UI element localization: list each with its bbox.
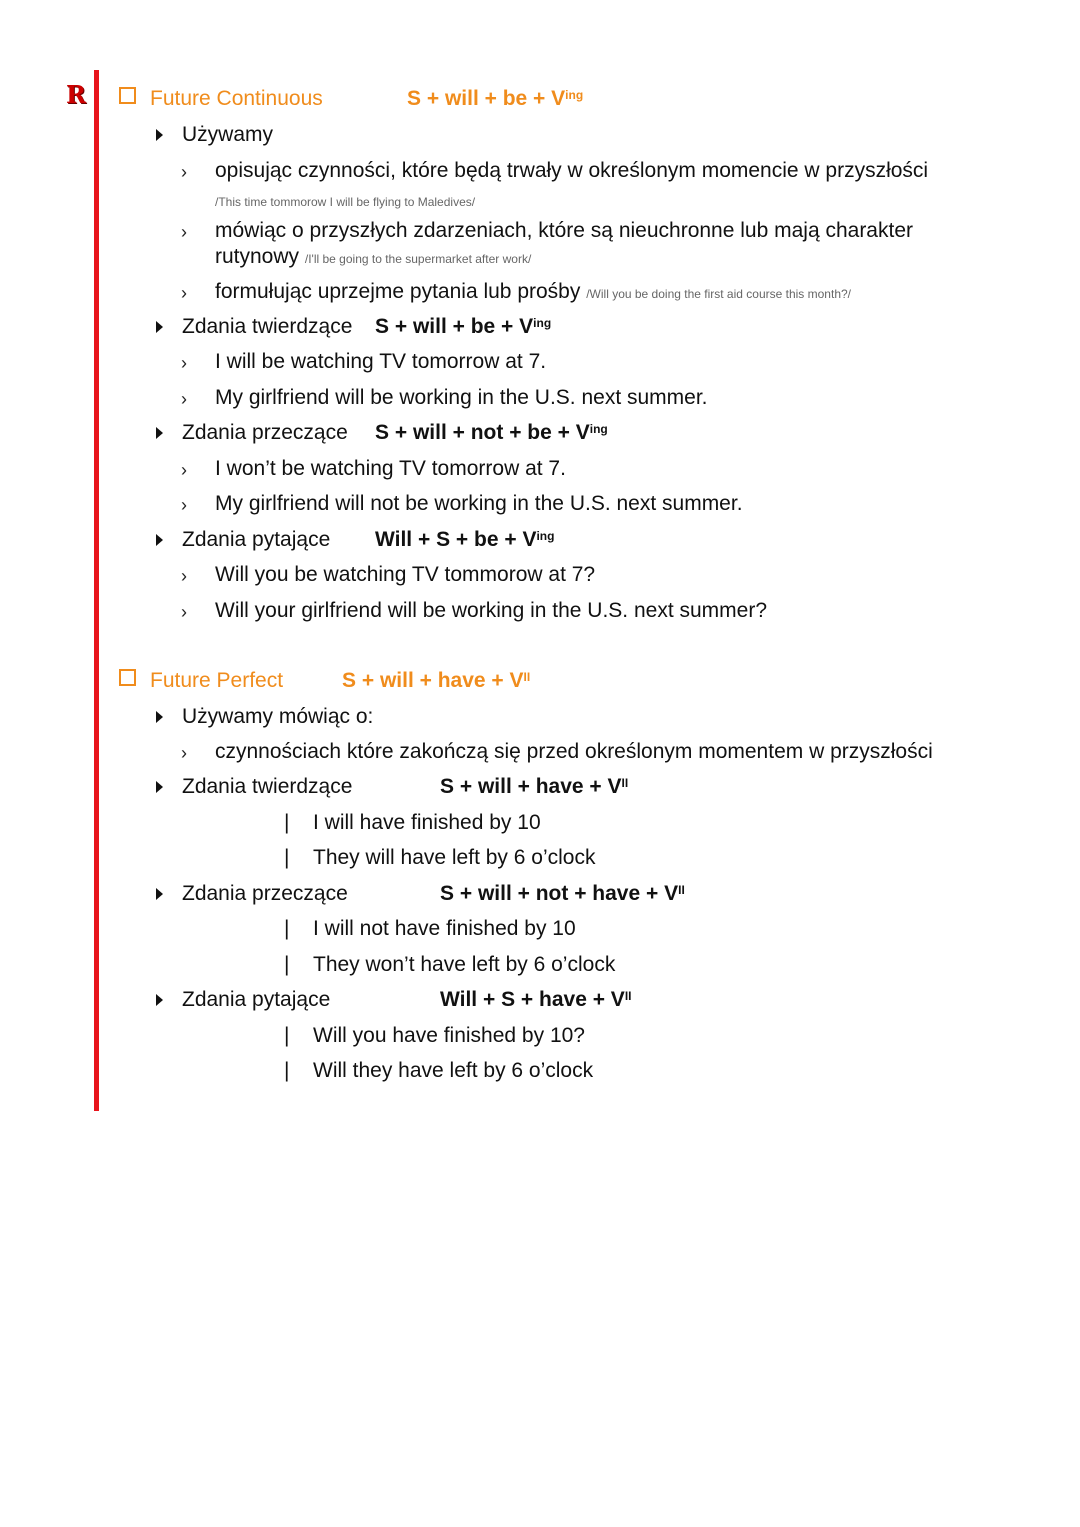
negative-label: Zdania przeczące <box>182 421 348 444</box>
example: I won’t be watching TV tomorrow at 7. <box>215 457 566 480</box>
use-example: /This time tommorow I will be flying to Maledives/ <box>215 195 476 209</box>
example: They won’t have left by 6 o’clock <box>313 953 616 976</box>
use-item: czynnościach które zakończą się przed określonym momentem w przyszłości <box>215 740 933 763</box>
uses-label: Używamy <box>182 123 274 146</box>
example: Will your girlfriend will be working in the U.S. next summer? <box>215 599 768 622</box>
affirmative-formula: S + will + have + $V^{II}$ <box>440 775 629 798</box>
chevron-bullet-icon: › <box>181 495 187 515</box>
example: My girlfriend will be working in the U.S. next summer. <box>215 386 708 409</box>
revision-mark: R <box>66 80 86 109</box>
affirmative-label: Zdania twierdzące <box>182 775 353 798</box>
question-label: Zdania pytające <box>182 528 331 551</box>
question-formula: Will + S + have + $V^{II}$ <box>440 988 632 1011</box>
triangle-bullet-icon <box>156 781 163 793</box>
bar-bullet-icon: | <box>284 1059 290 1082</box>
section-title-future-continuous: Future Continuous <box>119 87 323 111</box>
triangle-bullet-icon <box>156 321 163 333</box>
chevron-bullet-icon: › <box>181 566 187 586</box>
triangle-bullet-icon <box>156 888 163 900</box>
example: I will not have finished by 10 <box>313 917 576 940</box>
chevron-bullet-icon: › <box>181 389 187 409</box>
chevron-bullet-icon: › <box>181 162 187 182</box>
question-label: Zdania pytające <box>182 988 331 1011</box>
example: I will have finished by 10 <box>313 811 541 834</box>
use-item: mówiąc o przyszłych zdarzeniach, które są nieuchronne lub mają charakter <box>215 219 913 242</box>
example: My girlfriend will not be working in the U.S. next summer. <box>215 492 743 515</box>
triangle-bullet-icon <box>156 711 163 723</box>
checkbox-icon <box>119 669 136 686</box>
triangle-bullet-icon <box>156 427 163 439</box>
section-title-future-perfect: Future Perfect <box>119 669 283 693</box>
chevron-bullet-icon: › <box>181 602 187 622</box>
chevron-bullet-icon: › <box>181 743 187 763</box>
example: I will be watching TV tomorrow at 7. <box>215 350 547 373</box>
use-item: opisując czynności, które będą trwały w określonym momencie w przyszłości <box>215 159 929 182</box>
example: Will they have left by 6 o’clock <box>313 1059 594 1082</box>
bar-bullet-icon: | <box>284 811 290 834</box>
bar-bullet-icon: | <box>284 1024 290 1047</box>
negative-formula: S + will + not + have + $V^{II}$ <box>440 882 685 905</box>
example: Will you be watching TV tommorow at 7? <box>215 563 596 586</box>
negative-formula: S + will + not + be + $V^{ing}$ <box>375 421 608 444</box>
bar-bullet-icon: | <box>284 846 290 869</box>
example: Will you have finished by 10? <box>313 1024 585 1047</box>
chevron-bullet-icon: › <box>181 353 187 373</box>
triangle-bullet-icon <box>156 534 163 546</box>
bar-bullet-icon: | <box>284 917 290 940</box>
affirmative-label: Zdania twierdzące <box>182 315 353 338</box>
chevron-bullet-icon: › <box>181 283 187 303</box>
use-item-cont: rutynowy /I'll be going to the supermarket after work/ <box>215 245 532 268</box>
triangle-bullet-icon <box>156 129 163 141</box>
bar-bullet-icon: | <box>284 953 290 976</box>
section-formula: S + will + be + $V^{ing}$ <box>407 87 584 110</box>
example: They will have left by 6 o’clock <box>313 846 596 869</box>
chevron-bullet-icon: › <box>181 222 187 242</box>
chevron-bullet-icon: › <box>181 460 187 480</box>
checkbox-icon <box>119 87 136 104</box>
use-item: formułując uprzejme pytania lub prośby /Will you be doing the first aid course this month?/ <box>215 280 851 303</box>
affirmative-formula: S + will + be + $V^{ing}$ <box>375 315 552 338</box>
negative-label: Zdania przeczące <box>182 882 348 905</box>
uses-label: Używamy mówiąc o: <box>182 705 374 728</box>
margin-bar <box>94 70 99 1111</box>
section-formula: S + will + have + $V^{II}$ <box>342 669 531 692</box>
triangle-bullet-icon <box>156 994 163 1006</box>
question-formula: Will + S + be + $V^{ing}$ <box>375 528 555 551</box>
